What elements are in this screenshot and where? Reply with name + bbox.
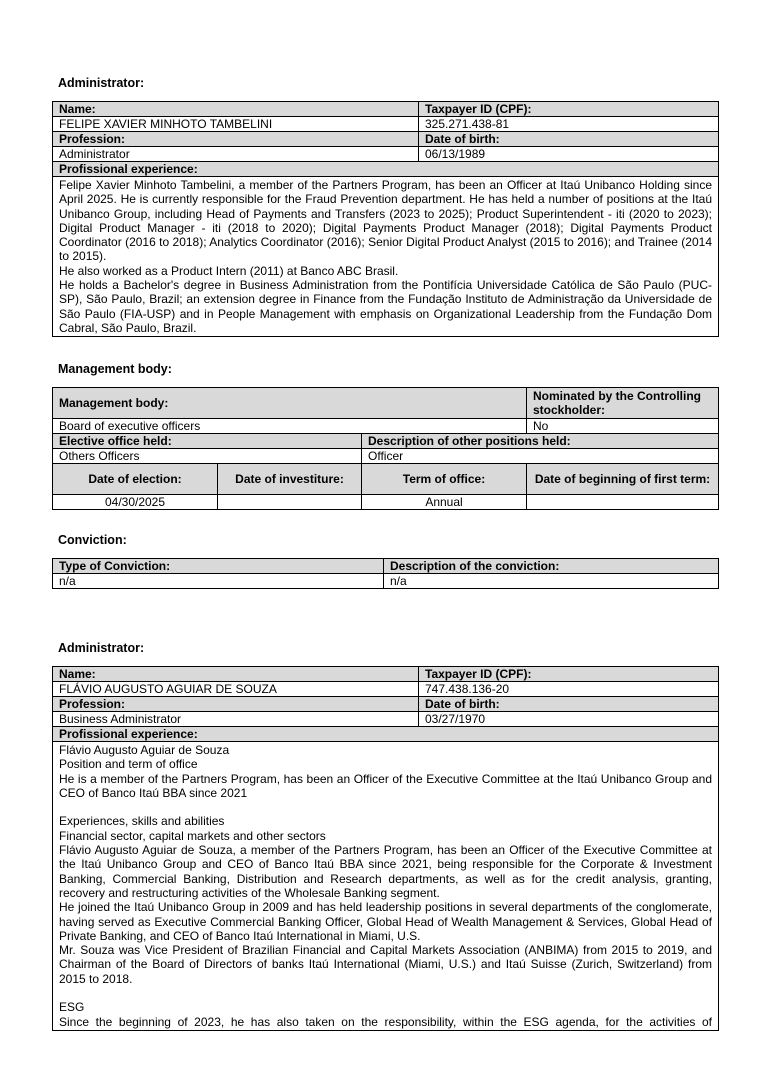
admin1-heading: Administrator:	[58, 76, 145, 90]
experience-text	[53, 177, 719, 337]
conviction-type-value: n/a	[53, 574, 384, 589]
admin1-table	[52, 101, 719, 337]
dob-label: Date of birth:	[419, 132, 719, 147]
term-of-office-value: Annual	[362, 495, 527, 510]
experience-paragraph: He also worked as a Product Intern (2011) at Banco ABC Brasil.	[59, 263, 399, 278]
admin2-heading: Administrator:	[58, 641, 145, 655]
admin2-table	[52, 666, 719, 1031]
nominated-label: Nominated by the Controlling stockholder:	[527, 388, 719, 419]
experience-paragraph: Experiences, skills and abilities	[59, 814, 225, 829]
name-value: FELIPE XAVIER MINHOTO TAMBELINI	[53, 117, 419, 132]
management-body-value: Board of executive officers	[53, 419, 527, 434]
profession-label: Profession:	[53, 697, 419, 712]
experience-paragraph: Felipe Xavier Minhoto Tambelini, a member of the Partners Program, has been an Officer at Itaú Unibanco Holding since April 2025. He is currently responsible for the Fraud Prevention department. He has held a number of positions at the Itaú Unibanco Group, including Head of Payments and Transfers (2023 to 2025); Product Superintendent - iti (2020 to 2023); Digital Product Manager - iti (2018 to 2020); Digital Payments Product Manager (2018); Digital Payments Product Coordinator (2016 to 2018); Analytics Coordinator (2016); Senior Digital Product Analyst (2015 to 2016); and Trainee (2014 to 2015).	[59, 178, 712, 264]
other-positions-value: Officer	[362, 449, 719, 464]
nominated-value: No	[527, 419, 719, 434]
cpf-value: 325.271.438-81	[419, 117, 719, 132]
experience-paragraph: Position and term of office	[59, 757, 198, 772]
management-table	[52, 387, 719, 510]
experience-label: Profissional experience:	[53, 727, 719, 742]
dob-value: 06/13/1989	[419, 147, 719, 162]
conviction-heading: Conviction:	[58, 533, 127, 547]
conviction-table	[52, 558, 719, 589]
dob-label: Date of birth:	[419, 697, 719, 712]
name-label: Name:	[53, 667, 419, 682]
investiture-date-label: Date of investiture:	[218, 464, 362, 495]
management-body-label: Management body:	[53, 388, 527, 419]
profession-value: Administrator	[53, 147, 419, 162]
experience-blank-line	[59, 986, 712, 1000]
experience-paragraph: He holds a Bachelor's degree in Business Administration from the Pontifícia Universidade Católica de São Paulo (PUC-SP), São Paulo, Brazil; an extension degree in Finance from the Fundação Instituto de Administração da Universidade de São Paulo (FIA-USP) and in People Management with emphasis on Organizational Leadership from the Fundação Dom Cabral, São Paulo, Brazil.	[59, 278, 712, 335]
first-term-date-value	[527, 495, 719, 510]
experience-paragraph: He is a member of the Partners Program, has been an Officer of the Executive Committee at the Itaú Unibanco Group and CEO of Banco Itaú BBA since 2021	[59, 771, 712, 800]
other-positions-label: Description of other positions held:	[362, 434, 719, 449]
profession-label: Profession:	[53, 132, 419, 147]
dob-value: 03/27/1970	[419, 712, 719, 727]
experience-paragraph: Flávio Augusto Aguiar de Souza	[59, 743, 230, 757]
name-value: FLÁVIO AUGUSTO AGUIAR DE SOUZA	[53, 682, 419, 697]
management-heading: Management body:	[58, 362, 172, 376]
profession-value: Business Administrator	[53, 712, 419, 727]
cpf-label: Taxpayer ID (CPF):	[419, 102, 719, 117]
experience-text	[53, 742, 719, 1031]
investiture-date-value	[218, 495, 362, 510]
experience-paragraph: He joined the Itaú Unibanco Group in 2009 and has held leadership positions in several departments of the conglomerate, having served as Executive Commercial Banking Officer, Global Head of Wealth Management & Services, Global Head of Private Banking, and CEO of Banco Itaú International in Miami, U.S.	[59, 900, 712, 943]
experience-paragraph: Since the beginning of 2023, he has also taken on the responsibility, within the ESG agenda, for the activities of	[59, 1014, 712, 1029]
cpf-label: Taxpayer ID (CPF):	[419, 667, 719, 682]
elective-office-label: Elective office held:	[53, 434, 362, 449]
first-term-date-label: Date of beginning of first term:	[527, 464, 719, 495]
cpf-value: 747.438.136-20	[419, 682, 719, 697]
conviction-description-value: n/a	[384, 574, 719, 589]
experience-label: Profissional experience:	[53, 162, 719, 177]
election-date-value: 04/30/2025	[53, 495, 218, 510]
experience-paragraph: Mr. Souza was Vice President of Brazilian Financial and Capital Markets Association (ANBIMA) from 2015 to 2019, and Chairman of the Board of Directors of banks Itaú International (Miami, U.S.) and Itaú Suisse (Zurich, Switzerland) from 2015 to 2018.	[59, 943, 712, 986]
elective-office-value: Others Officers	[53, 449, 362, 464]
experience-paragraph: ESG	[59, 1000, 85, 1015]
experience-paragraph: Financial sector, capital markets and other sectors	[59, 828, 326, 843]
name-label: Name:	[53, 102, 419, 117]
election-date-label: Date of election:	[53, 464, 218, 495]
conviction-type-label: Type of Conviction:	[53, 559, 384, 574]
term-of-office-label: Term of office:	[362, 464, 527, 495]
experience-blank-line	[59, 800, 712, 814]
experience-paragraph: Flávio Augusto Aguiar de Souza, a member of the Partners Program, has been an Officer of the Executive Committee at the Itaú Unibanco Group and CEO of Banco Itaú BBA since 2021, being responsible for the Corporate & Investment Banking, Commercial Banking, Distribution and Research departments, as well as for the credit analysis, granting, recovery and restructuring activities of the Wholesale Banking segment.	[59, 843, 712, 900]
conviction-description-label: Description of the conviction:	[384, 559, 719, 574]
